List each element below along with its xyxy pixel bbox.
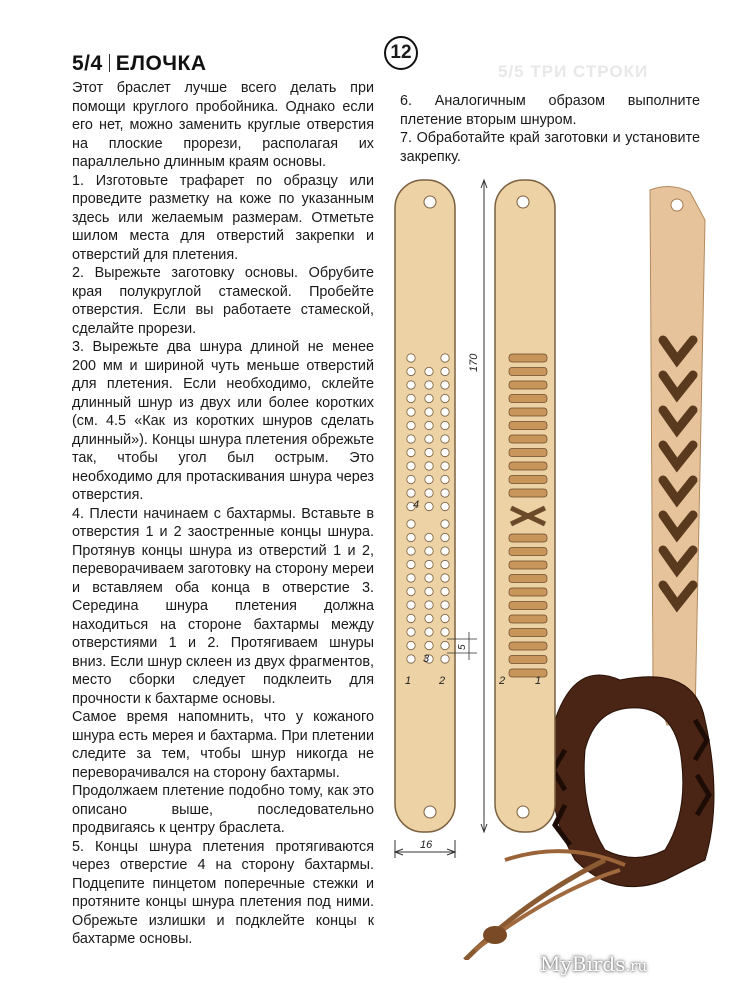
- weave-hole: [441, 435, 449, 443]
- cord-stitch: [509, 368, 547, 376]
- section-title: ЕЛОЧКА: [115, 52, 207, 75]
- weave-hole: [441, 489, 449, 497]
- clasp-hole: [517, 196, 529, 208]
- hole-label-2: 2: [439, 675, 446, 687]
- clasp-hole: [424, 196, 436, 208]
- cord-stitch: [509, 422, 547, 430]
- cord-stitch: [509, 629, 547, 637]
- weave-hole: [407, 354, 415, 362]
- page-badge: 12: [384, 36, 418, 70]
- weave-hole: [425, 435, 433, 443]
- weave-hole: [441, 354, 449, 362]
- hole-label-3: 3: [423, 653, 430, 665]
- dimension-length: 170: [468, 353, 480, 372]
- paragraph: 6. Аналогичным образом выполните плетение вторым шнуром.: [400, 93, 700, 128]
- paragraph: 3. Вырежьте два шнура длиной не менее 200 мм и шириной чуть меньше отверстий для плетения. Если необходимо, склейте длинный шнур из двух или более коротких (см. 4.5 «Как из коротких шнуров сделать длинный»). Концы шнура плетения обрежьте так, чтобы угол был острым. Это необходимо для протаскивания шнура через отверстия.: [72, 339, 374, 503]
- cord-stitch: [509, 561, 547, 569]
- section-heading: [72, 52, 207, 76]
- paragraph: 4. Плести начинаем с бахтармы. Вставьте в отверстия 1 и 2 заостренные концы шнура. Протянув концы шнура из отверстий 1 и 2, переворачиваем заготовку на сторону мереи и вставляем оба конца в отверстие 3. Середина шнура плетения должна находиться на стороне бахтармы между отверстиями 1 и 2. Протягиваем шнуры вниз. Если шнур склеен из двух фрагментов, место сборки следует подклеить для прочности к бахтарме основы.: [72, 505, 374, 707]
- hole-label-1: 1: [405, 675, 412, 687]
- cord-stitch: [509, 534, 547, 542]
- dimension-width: 16: [420, 839, 433, 851]
- weave-hole: [425, 489, 433, 497]
- dark-bracelet: [551, 675, 715, 887]
- weave-hole: [441, 601, 449, 609]
- template-right: [495, 180, 555, 832]
- weave-hole: [441, 448, 449, 456]
- weave-hole: [441, 462, 449, 470]
- weave-hole: [407, 448, 415, 456]
- weave-hole: [407, 421, 415, 429]
- clasp-hole: [517, 806, 529, 818]
- weave-hole: [425, 641, 433, 649]
- weave-hole: [441, 547, 449, 555]
- weave-hole: [407, 655, 415, 663]
- section-number: 5/4: [72, 52, 103, 75]
- weave-hole: [441, 475, 449, 483]
- cord-stitch: [509, 449, 547, 457]
- left-column-text: [72, 79, 374, 949]
- weave-hole: [407, 394, 415, 402]
- weave-hole: [441, 574, 449, 582]
- weave-hole: [425, 601, 433, 609]
- weave-hole: [407, 520, 415, 528]
- cord-stitch: [509, 575, 547, 583]
- light-bracelet: [650, 186, 705, 725]
- weave-hole: [441, 421, 449, 429]
- watermark-suffix: .ru: [625, 957, 648, 975]
- paragraph: Самое время напомнить, что у кожаного шнура есть мерея и бахтарма. При плетении следите за тем, чтобы шнур никогда не переворачивался на сторону бахтармы.: [72, 709, 374, 781]
- weave-hole: [425, 448, 433, 456]
- weave-hole: [425, 533, 433, 541]
- cord-stitch: [509, 462, 547, 470]
- cord-stitch: [509, 615, 547, 623]
- paragraph: 5. Концы шнура плетения протягиваются через отверстие 4 на сторону бахтармы. Подцепите пинцетом поперечные стежки и протяните концы шнура плетения под ними. Обрежьте излишки и подклейте концы к бахтарме основы.: [72, 838, 374, 947]
- weave-hole: [441, 614, 449, 622]
- weave-hole: [425, 367, 433, 375]
- weave-hole: [407, 489, 415, 497]
- weave-hole: [441, 502, 449, 510]
- weave-hole: [407, 628, 415, 636]
- cord-stitch: [509, 656, 547, 664]
- cord-stitch: [509, 489, 547, 497]
- weave-hole: [441, 408, 449, 416]
- length-dimension: [481, 180, 487, 832]
- weave-hole: [407, 641, 415, 649]
- weave-hole: [407, 462, 415, 470]
- weave-hole: [425, 394, 433, 402]
- weave-hole: [441, 394, 449, 402]
- watermark: [540, 952, 647, 976]
- ghost-heading: 5/5 ТРИ СТРОКИ: [498, 62, 649, 81]
- paragraph: 2. Вырежьте заготовку основы. Обрубите края полукруглой стамеской. Пробейте отверстия. Если вы работаете стамеской, сделайте прорези.: [72, 265, 374, 337]
- weave-hole: [425, 502, 433, 510]
- paragraph: Продолжаем плетение подобно тому, как это описано выше, последовательно продвигаясь к центру браслета.: [72, 783, 374, 836]
- weave-hole: [425, 560, 433, 568]
- weave-hole: [407, 587, 415, 595]
- weave-hole: [407, 533, 415, 541]
- weave-hole: [441, 628, 449, 636]
- weave-hole: [441, 520, 449, 528]
- watermark-text: MyBirds: [540, 952, 626, 976]
- spacing-label: 5: [457, 644, 468, 650]
- hole-label-2-right: 2: [499, 675, 506, 687]
- heading-divider: [109, 54, 110, 72]
- weave-hole: [425, 462, 433, 470]
- cord-stitch: [509, 642, 547, 650]
- weave-hole: [441, 655, 449, 663]
- weave-hole: [407, 435, 415, 443]
- weave-hole: [441, 587, 449, 595]
- weave-hole: [407, 560, 415, 568]
- hole-label-4: 4: [413, 499, 420, 511]
- clasp-hole: [424, 806, 436, 818]
- strap-hole: [671, 199, 683, 211]
- paragraph: 1. Изготовьте трафарет по образцу или проведите разметку на коже по указанным здесь или желаемым размерам. Отметьте шилом места для отверстий закрепки и отверстий для плетения.: [72, 172, 374, 263]
- weave-hole: [407, 475, 415, 483]
- weave-hole: [441, 641, 449, 649]
- weave-hole: [425, 421, 433, 429]
- weave-hole: [425, 628, 433, 636]
- cord-stitch: [509, 588, 547, 596]
- cord-stitch: [509, 395, 547, 403]
- cord-stitch: [509, 476, 547, 484]
- cord-stitch: [509, 354, 547, 362]
- weave-hole: [441, 533, 449, 541]
- weave-hole: [425, 587, 433, 595]
- weave-hole: [407, 614, 415, 622]
- weave-hole: [441, 560, 449, 568]
- weave-hole: [407, 574, 415, 582]
- weave-hole: [425, 614, 433, 622]
- weave-hole: [441, 381, 449, 389]
- weave-hole: [441, 367, 449, 375]
- weave-hole: [407, 547, 415, 555]
- weave-hole: [425, 475, 433, 483]
- cord-stitch: [509, 669, 547, 677]
- paragraph: Этот браслет лучше всего делать при помощи круглого пробойника. Однако если его нет, можно заменить круглые отверстия на плоские прорези, располагая их параллельно длинным краям основы.: [72, 80, 374, 170]
- weave-hole: [425, 408, 433, 416]
- weave-hole: [425, 574, 433, 582]
- right-column-text: [400, 92, 700, 166]
- cord-stitch: [509, 602, 547, 610]
- weave-hole: [425, 547, 433, 555]
- weave-hole: [407, 381, 415, 389]
- weave-hole: [407, 408, 415, 416]
- cord-bead: [483, 926, 507, 944]
- weave-hole: [407, 601, 415, 609]
- bracelet-diagram: [385, 172, 565, 872]
- cord-stitch: [509, 548, 547, 556]
- weave-hole: [425, 381, 433, 389]
- hole-label-1-right: 1: [535, 675, 542, 687]
- weave-hole: [407, 367, 415, 375]
- cord-stitch: [509, 381, 547, 389]
- cord-stitch: [509, 408, 547, 416]
- paragraph: 7. Обработайте край заготовки и установите закрепку.: [400, 130, 700, 165]
- cord-stitch: [509, 435, 547, 443]
